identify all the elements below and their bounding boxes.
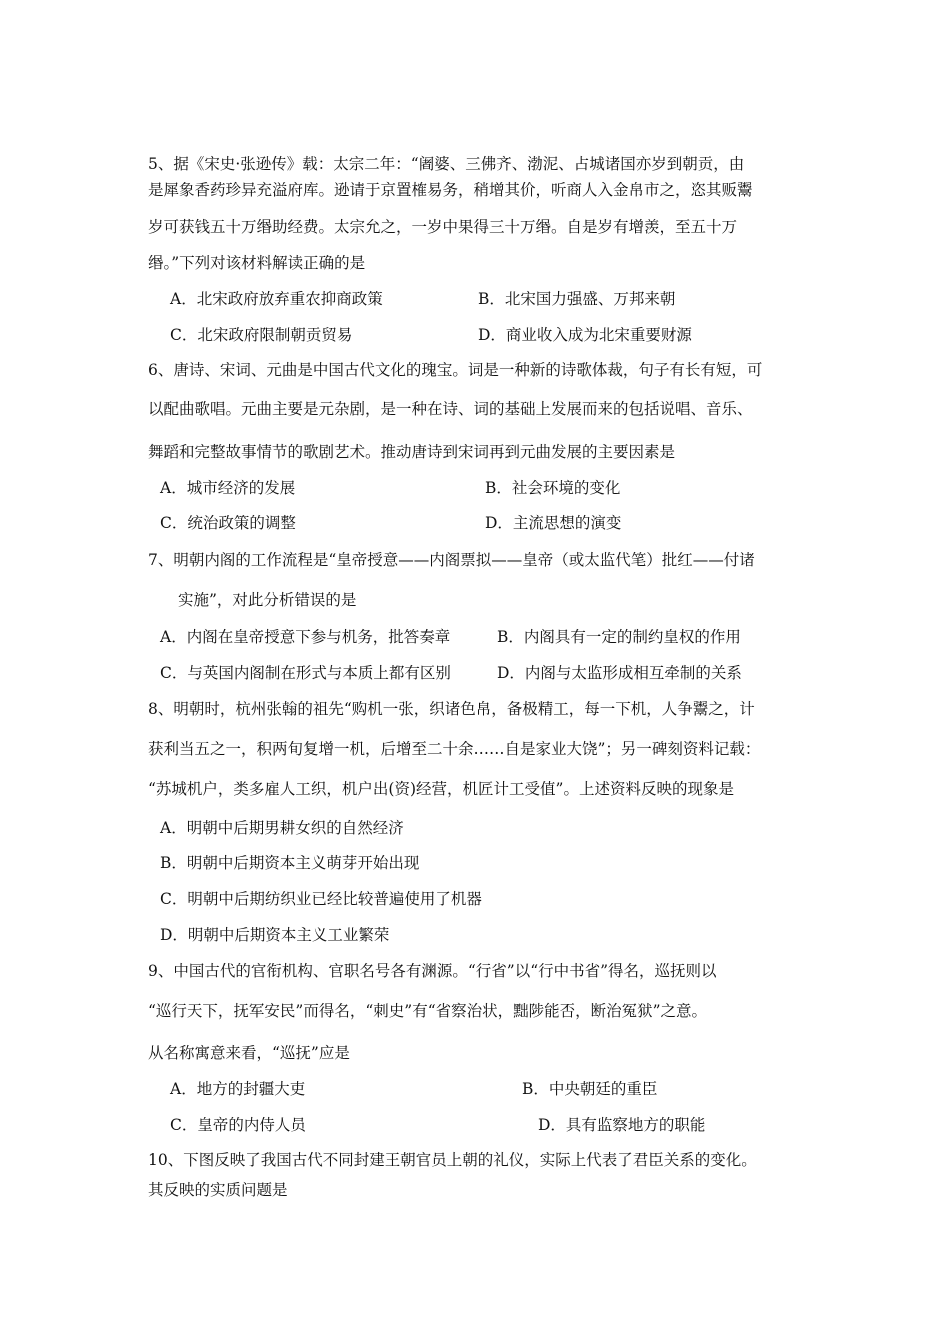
question-9-option-c: C．皇帝的内侍人员 xyxy=(170,1116,306,1134)
question-5-option-d: D．商业收入成为北宋重要财源 xyxy=(478,326,692,344)
question-8-line-1: 8、明朝时，杭州张翰的祖先“购机一张，织诸色帛，备极精工，每一下机，人争鬻之，计 xyxy=(148,700,755,718)
question-5-line-4: 缗。”下列对该材料解读正确的是 xyxy=(148,254,366,272)
question-9-option-d: D．具有监察地方的职能 xyxy=(538,1116,706,1134)
question-6-line-1: 6、唐诗、宋词、元曲是中国古代文化的瑰宝。词是一种新的诗歌体裁，句子有长有短，可 xyxy=(148,361,763,379)
question-6-option-a: A．城市经济的发展 xyxy=(160,479,296,497)
question-8-option-d: D．明朝中后期资本主义工业繁荣 xyxy=(160,926,390,944)
question-9-line-3: 从名称寓意来看，“巡抚”应是 xyxy=(148,1044,350,1062)
question-10-line-1: 10、下图反映了我国古代不同封建王朝官员上朝的礼仪，实际上代表了君臣关系的变化。 xyxy=(148,1151,757,1169)
question-6-line-2: 以配曲歌唱。元曲主要是元杂剧，是一种在诗、词的基础上发展而来的包括说唱、音乐、 xyxy=(148,400,753,418)
question-5-option-a: A．北宋政府放弃重农抑商政策 xyxy=(170,290,383,308)
question-8-option-c: C．明朝中后期纺织业已经比较普遍使用了机器 xyxy=(160,890,482,908)
question-9-line-2: “巡行天下，抚军安民”而得名，“刺史”有“省察治状，黜陟能否，断治冤狱”之意。 xyxy=(148,1002,708,1020)
question-8-option-b: B．明朝中后期资本主义萌芽开始出现 xyxy=(160,854,420,872)
question-5-option-b: B．北宋国力强盛、万邦来朝 xyxy=(478,290,676,308)
question-5-option-c: C．北宋政府限制朝贡贸易 xyxy=(170,326,353,344)
question-10-line-2: 其反映的实质问题是 xyxy=(148,1181,288,1199)
question-7-line-2: 实施”，对此分析错误的是 xyxy=(178,591,357,609)
question-8-line-3: “苏城机户，类多雇人工织，机户出(资)经营，机匠计工受值”。上述资料反映的现象是 xyxy=(148,780,734,798)
question-7-option-d: D．内阁与太监形成相互牵制的关系 xyxy=(497,664,742,682)
question-6-line-3: 舞蹈和完整故事情节的歌剧艺术。推动唐诗到宋词再到元曲发展的主要因素是 xyxy=(148,443,676,461)
question-5-line-3: 岁可获钱五十万缗助经费。太宗允之，一岁中果得三十万缗。自是岁有增羡，至五十万 xyxy=(148,218,738,236)
question-5-line-2: 是犀象香药珍异充溢府库。逊请于京置榷易务，稍增其价，听商人入金帛市之，恣其贩鬻 xyxy=(148,181,753,199)
question-6-option-d: D．主流思想的演变 xyxy=(485,514,622,532)
question-9-option-b: B．中央朝廷的重臣 xyxy=(522,1080,658,1098)
question-8-line-2: 获利当五之一，积两旬复增一机，后增至二十余……自是家业大饶”；另一碑刻资料记载： xyxy=(148,740,761,758)
question-7-option-b: B．内阁具有一定的制约皇权的作用 xyxy=(497,628,741,646)
question-8-option-a: A．明朝中后期男耕女织的自然经济 xyxy=(160,819,404,837)
question-7-option-a: A．内阁在皇帝授意下参与机务，批答奏章 xyxy=(160,628,451,646)
question-6-option-b: B．社会环境的变化 xyxy=(485,479,621,497)
question-6-option-c: C．统治政策的调整 xyxy=(160,514,296,532)
question-9-line-1: 9、中国古代的官衔机构、官职名号各有渊源。“行省”以“行中书省”得名，巡抚则以 xyxy=(148,962,717,980)
question-7-line-1: 7、明朝内阁的工作流程是“皇帝授意——内阁票拟——皇帝（或太监代笔）批红——付诸 xyxy=(148,551,755,569)
question-7-option-c: C．与英国内阁制在形式与本质上都有区别 xyxy=(160,664,451,682)
question-5-line-1: 5、据《宋史·张逊传》载：太宗二年：“阇婆、三佛齐、渤泥、占城诸国亦岁到朝贡，由 xyxy=(148,155,745,173)
question-9-option-a: A．地方的封疆大吏 xyxy=(170,1080,306,1098)
